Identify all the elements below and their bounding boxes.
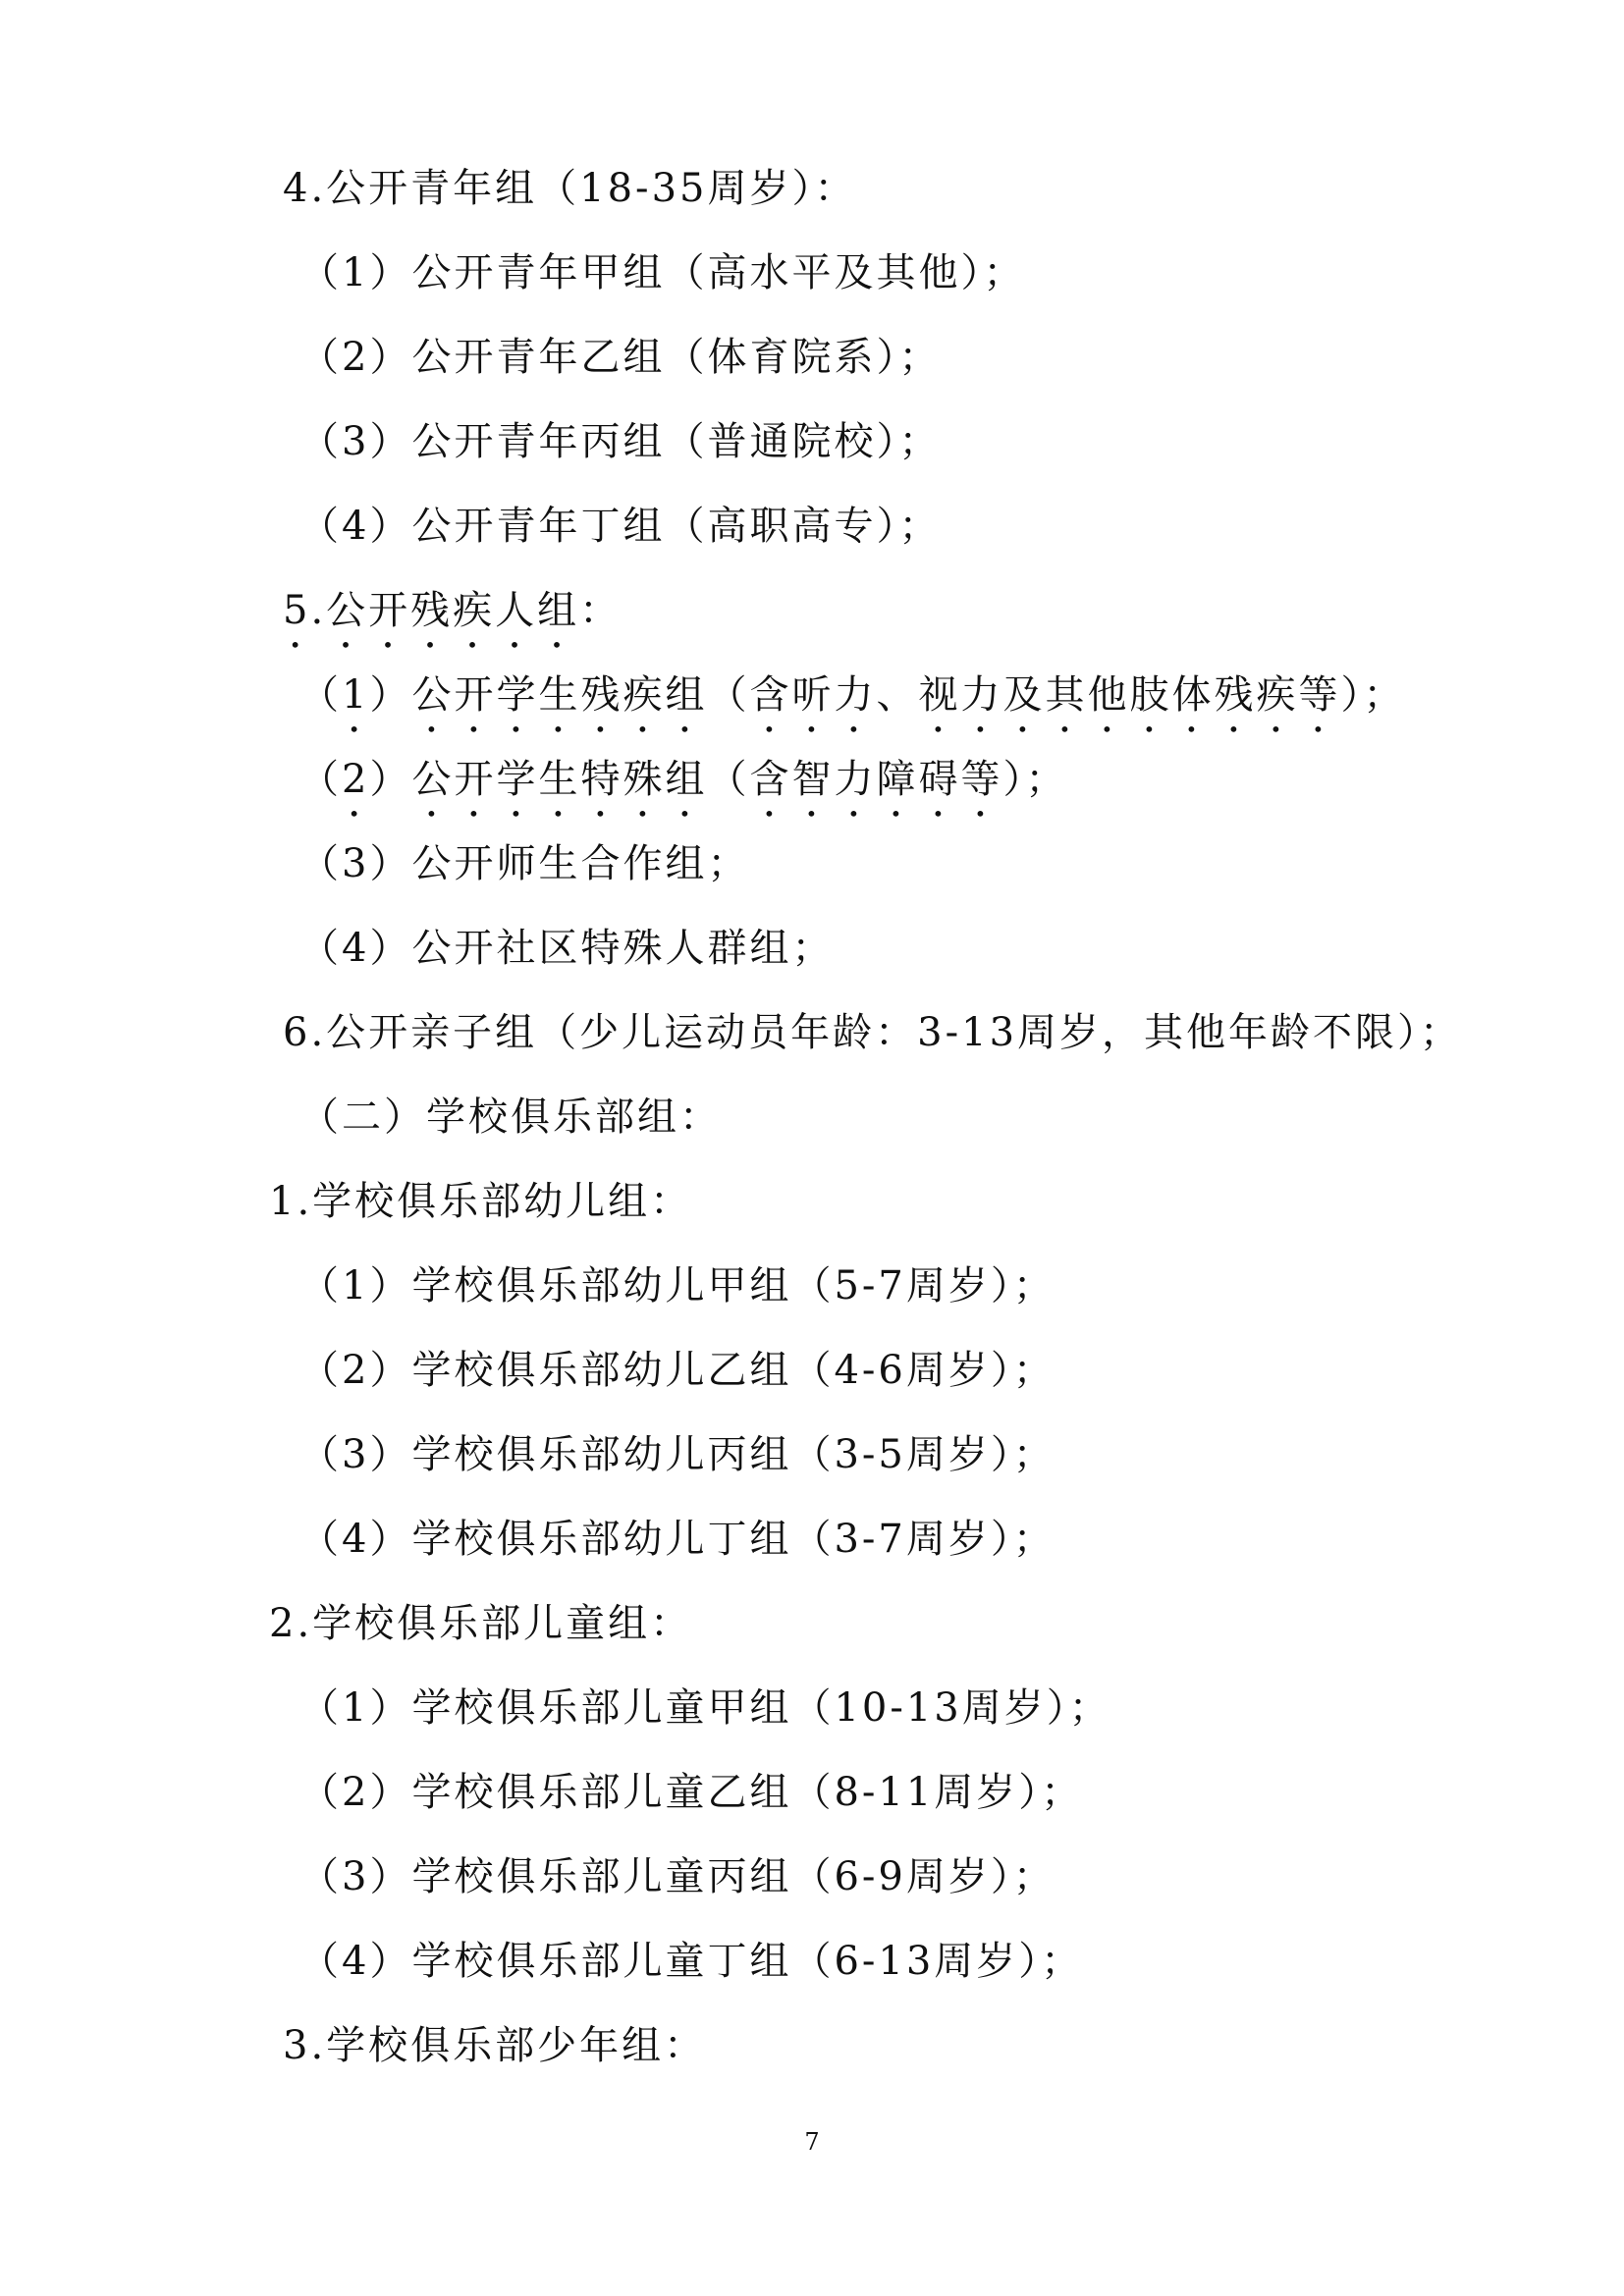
item-5-1-student-disabled-group: （1）公开学生残疾组（含听力、视力及其他肢体残疾等）； (299, 672, 1406, 718)
item-5-3-teacher-student-group: （3）公开师生合作组； (299, 841, 750, 886)
item-4-4-youth-group-d: （4）公开青年丁组（高职高专）； (299, 504, 942, 549)
item-1-4-kindergarten-group-d: （4）学校俱乐部幼儿丁组（3-7周岁）； (299, 1517, 1056, 1562)
item-1-1-kindergarten-group-a: （1）学校俱乐部幼儿甲组（5-7周岁）； (299, 1263, 1056, 1308)
item-6-parent-child-group: 6.公开亲子组（少儿运动员年龄：3-13周岁，其他年龄不限）； (283, 1010, 1463, 1055)
item-1-club-kindergarten-group: 1.学校俱乐部幼儿组： (269, 1179, 693, 1224)
item-2-2-children-group-b: （2）学校俱乐部儿童乙组（8-11周岁）； (299, 1770, 1084, 1815)
item-2-club-children-group: 2.学校俱乐部儿童组： (269, 1601, 693, 1646)
item-1-2-kindergarten-group-b: （2）学校俱乐部幼儿乙组（4-6周岁）； (299, 1348, 1056, 1393)
item-4-public-youth-group: 4.公开青年组（18-35周岁）： (283, 166, 857, 211)
item-2-3-children-group-c: （3）学校俱乐部儿童丙组（6-9周岁）； (299, 1854, 1056, 1899)
item-2-4-children-group-d: （4）学校俱乐部儿童丁组（6-13周岁）； (299, 1939, 1084, 1984)
item-3-club-juvenile-group: 3.学校俱乐部少年组： (283, 2023, 707, 2068)
section-2-school-club-group: （二）学校俱乐部组： (299, 1095, 722, 1140)
item-4-3-youth-group-c: （3）公开青年丙组（普通院校）； (299, 419, 942, 464)
item-4-1-youth-group-a: （1）公开青年甲组（高水平及其他）； (299, 250, 1026, 295)
item-1-3-kindergarten-group-c: （3）学校俱乐部幼儿丙组（3-5周岁）； (299, 1432, 1056, 1477)
item-5-public-disabled-group: 5.公开残疾人组： (283, 588, 623, 633)
item-5-2-student-special-group: （2）公开学生特殊组（含智力障碍等）； (299, 757, 1068, 802)
item-5-4-community-special-group: （4）公开社区特殊人群组； (299, 926, 835, 971)
item-4-2-youth-group-b: （2）公开青年乙组（体育院系）； (299, 335, 942, 380)
page-number: 7 (804, 2128, 820, 2156)
item-2-1-children-group-a: （1）学校俱乐部儿童甲组（10-13周岁）； (299, 1685, 1111, 1731)
